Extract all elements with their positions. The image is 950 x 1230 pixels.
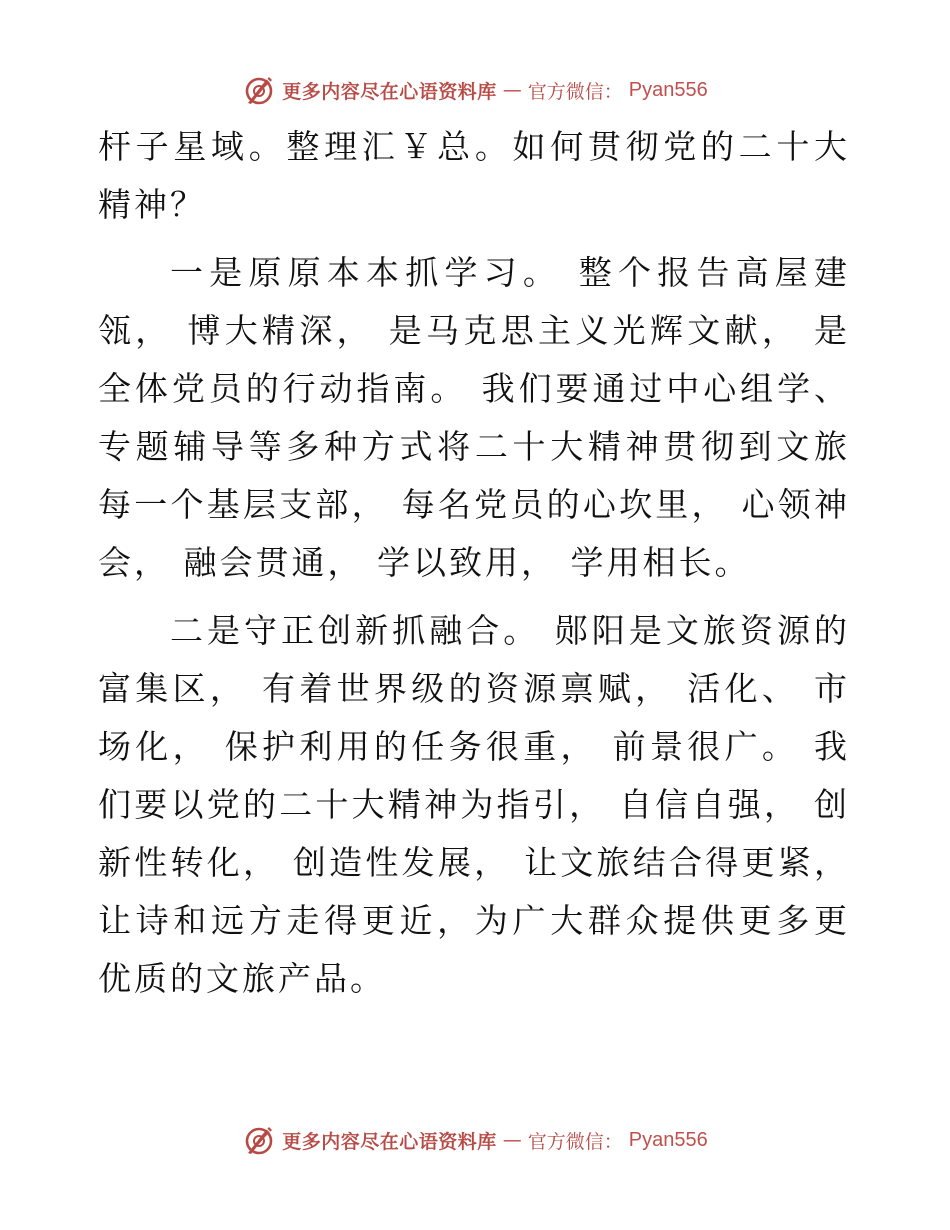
paragraph-study: 一是原原本本抓学习。 整个报告高屋建瓴， 博大精深， 是马克思主义光辉文献， 是全体党员的行动指南。 我们要通过中心组学、 专题辅导等多种方式将二十大精神贯彻到文旅每一个基层支部， 每名党员的心坎里， 心领神会， 融会贯通， 学以致用， 学用相长。 <box>98 253 850 582</box>
header-banner <box>0 72 950 108</box>
banner-separator: — <box>502 79 522 101</box>
banner-wechat-id: Pyan556 <box>628 1128 708 1151</box>
banner-wechat-id: Pyan556 <box>628 78 708 101</box>
banner-site-name: 更多内容尽在心语资料库 <box>282 1130 497 1153</box>
pen-logo-icon <box>242 73 276 107</box>
banner-separator: — <box>502 1129 522 1151</box>
banner-site-name: 更多内容尽在心语资料库 <box>282 80 497 103</box>
paragraph-title: 杆子星域。整理汇￥总。如何贯彻党的二十大精神？ <box>98 127 850 224</box>
pen-logo-icon <box>242 1123 276 1157</box>
paragraph-innovation: 二是守正创新抓融合。 郧阳是文旅资源的富集区， 有着世界级的资源禀赋， 活化、 市场化， 保护利用的任务很重， 前景很广。 我们要以党的二十大精神为指引， 自信自强， 创新性转化， 创造性发展， 让文旅结合得更紧， 让诗和远方走得更近，为广大群众提供更多更优质的文旅产品。 <box>98 611 850 998</box>
banner-wechat-label: 官方微信： <box>527 1130 623 1153</box>
footer-banner <box>0 1122 950 1158</box>
banner-wechat-label: 官方微信： <box>527 80 623 103</box>
document-body <box>98 118 850 1008</box>
